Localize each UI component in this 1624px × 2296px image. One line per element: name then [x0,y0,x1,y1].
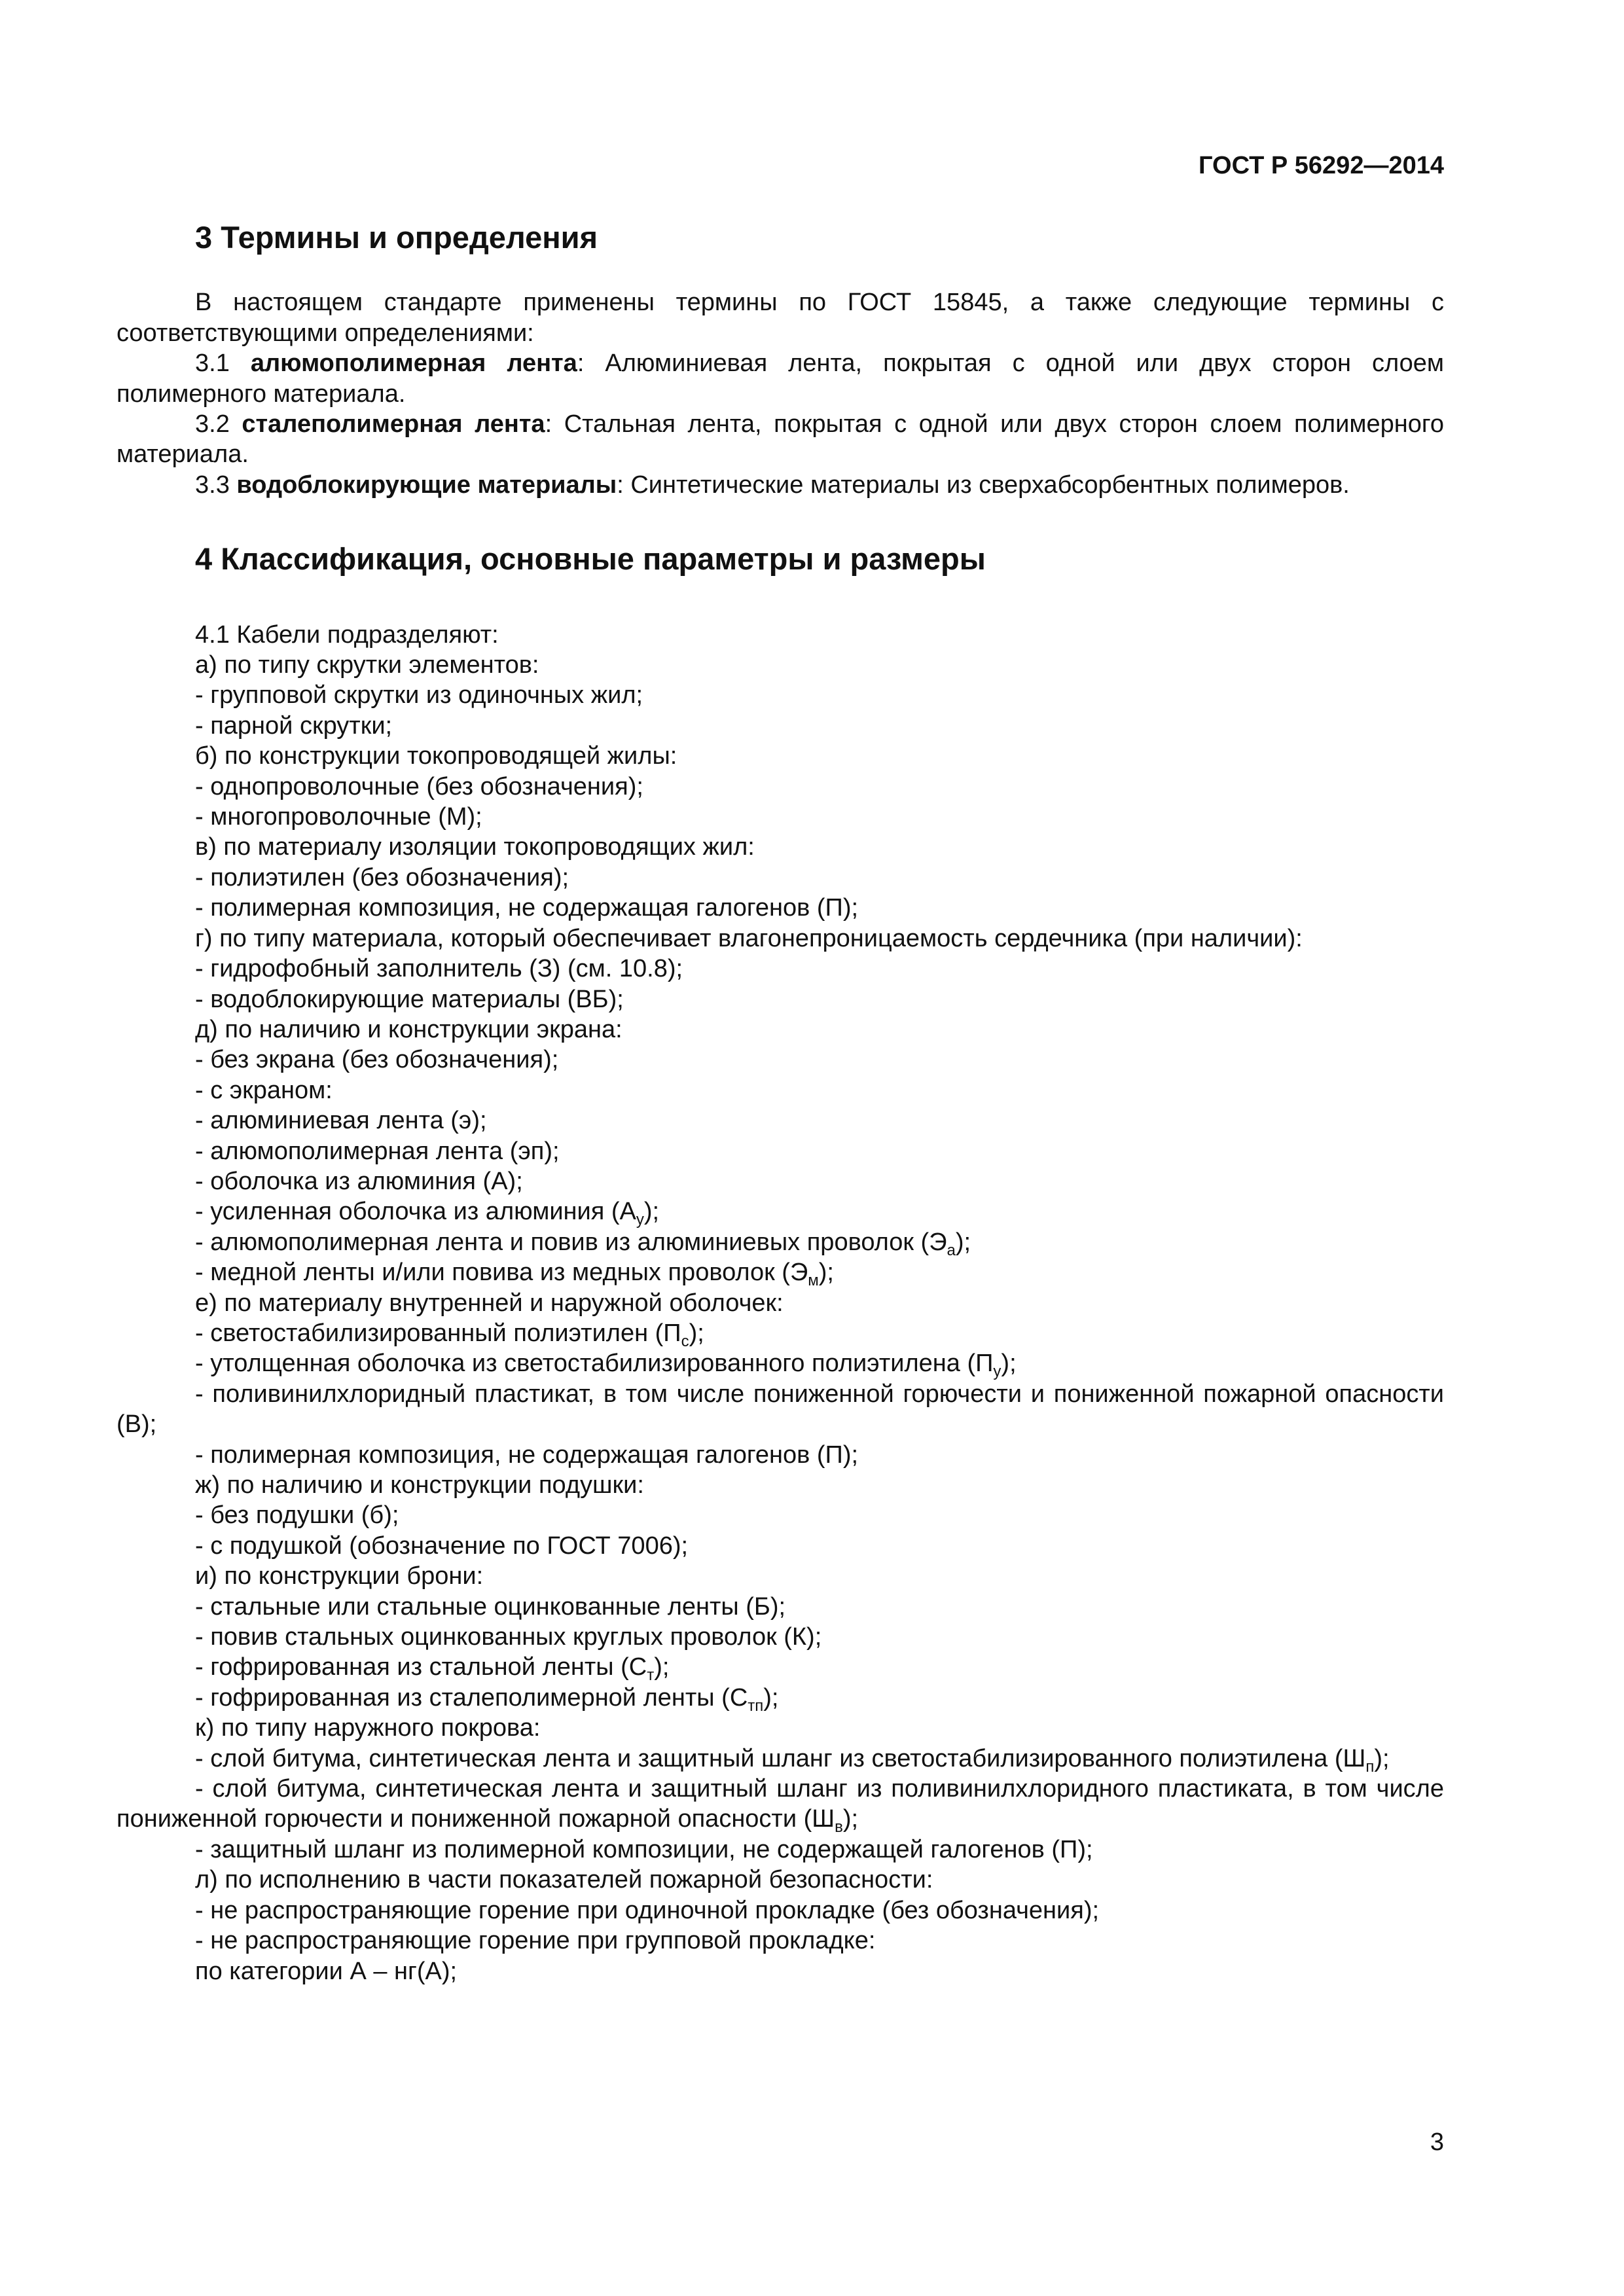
classification-item: - алюминиевая лента (э); [195,1107,487,1135]
classification-item [117,1652,1444,1685]
term-text: : Алюминиевая лента, покрытая с одной или двух сторон слоем полимерного материала. [117,350,1444,408]
classification-item: - без подушки (б); [195,1501,399,1530]
classification-item: - полимерная композиция, не содержащая галогенов (П); [195,894,859,922]
classification-item: е) по материалу внутренней и наружной оболочек: [195,1289,784,1317]
terms-list [117,348,1444,500]
classification-item: - полиэтилен (без обозначения); [195,863,569,891]
item-text: - медной ленты и/или повива из медных проволок (Э [195,1259,808,1287]
item-text-end: ); [763,1683,779,1712]
term-number: 3.3 [195,471,237,499]
item-text: - усиленная оболочка из алюминия (А [195,1198,636,1226]
item-text-end: ); [1374,1744,1390,1772]
item-text: - слой битума, синтетическая лента и защитный шланг из светостабилизированного полиэтилена (Ш [195,1744,1366,1772]
classification-item: а) по типу скрутки элементов: [195,651,539,679]
item-subscript: а [947,1241,956,1259]
item-text: - гофрированная из сталеполимерной ленты (С [195,1683,748,1712]
term-text: : Стальная лента, покрытая с одной или двух сторон слоем полимерного материала. [117,410,1445,469]
item-subscript: т [647,1666,655,1685]
classification-item: и) по конструкции брони: [195,1562,484,1590]
classification-item: - стальные или стальные оцинкованные ленты (Б); [195,1592,786,1621]
classification-item: - алюмополимерная лента (эп); [195,1137,560,1165]
term-name: сталеполимерная лента [242,410,545,439]
item-subscript: м [808,1272,819,1290]
section-4-title: 4 Классификация, основные параметры и размеры [195,541,986,577]
classification-item [117,1774,1444,1835]
classification-item [117,1257,1444,1290]
classification-item: по категории А – нг(А); [195,1957,458,1985]
item-text-end: ); [818,1259,834,1287]
document-code: ГОСТ Р 56292—2014 [1199,152,1444,179]
term-text: : Синтетические материалы из сверхабсорбентных полимеров. [617,471,1350,499]
classification-item: - защитный шланг из полимерной композиции, не содержащей галогенов (П); [195,1835,1093,1863]
classification-item: в) по материалу изоляции токопроводящих жил: [195,833,755,861]
term-name: алюмополимерная лента [250,350,577,378]
classification-item: г) по типу материала, который обеспечивает влагонепроницаемость сердечника (при наличии): [195,924,1303,952]
term-definition [117,470,1444,500]
classification-item: - полимерная композиция, не содержащая галогенов (П); [195,1441,859,1469]
classification-item: - оболочка из алюминия (А); [195,1167,523,1195]
classification-item [117,1744,1444,1774]
item-subscript: п [1365,1757,1375,1776]
item-subscript: с [681,1332,689,1350]
item-text: - светостабилизированный полиэтилен (П [195,1319,681,1347]
item-subscript: у [993,1363,1001,1381]
classification-item: - с подушкой (обозначение по ГОСТ 7006); [195,1532,689,1560]
item-text: - алюмополимерная лента и повив из алюминиевых проволок (Э [195,1228,947,1256]
classification-item: л) по исполнению в части показателей пожарной безопасности: [195,1866,933,1894]
item-text: - утолщенная оболочка из светостабилизированного полиэтилена (П [195,1350,994,1378]
classification-item: - водоблокирующие материалы (ВБ); [195,985,624,1013]
item-text-end: ); [643,1198,660,1226]
classification-item: 4.1 Кабели подразделяют: [195,620,499,649]
classification-item [117,1227,1444,1257]
item-text-end: ); [1001,1350,1017,1378]
item-subscript: у [636,1211,644,1229]
section-3-intro: В настоящем стандарте применены термины по ГОСТ 15845, а также следующие термины с соответствующими определениями: [117,289,1444,347]
classification-item: - гидрофобный заполнитель (З) (см. 10.8); [195,955,683,983]
classification-item: - с экраном: [195,1076,333,1104]
term-number: 3.2 [195,410,242,439]
item-text-end: ); [842,1805,859,1833]
classification-item: б) по конструкции токопроводящей жилы: [195,742,677,770]
item-text-end: ); [654,1653,670,1681]
item-subscript: тп [748,1696,764,1715]
classification-item: - поливинилхлоридный пластикат, в том числе пониженной горючести и пониженной пожарной опасности (В); [117,1380,1444,1439]
item-subscript: в [835,1818,843,1837]
classification-item: д) по наличию и конструкции экрана: [195,1015,623,1043]
term-number: 3.1 [195,350,251,378]
classification-item: - групповой скрутки из одиночных жил; [195,681,643,709]
term-definition [117,348,1444,409]
term-name: водоблокирующие материалы [236,471,617,499]
classification-item: - парной скрутки; [195,711,393,740]
item-text: - слой битума, синтетическая лента и защитный шланг из поливинилхлоридного пластиката, в том числе пониженной горючести и пониженной пожарной опасности (Ш [117,1775,1444,1833]
item-text-end: ); [689,1319,704,1347]
item-text: - гофрированная из стальной ленты (С [195,1653,647,1681]
page-number: 3 [1430,2128,1444,2156]
classification-item: - однопроволочные (без обозначения); [195,772,643,800]
classification-item: - повив стальных оцинкованных круглых проволок (К); [195,1623,822,1651]
classification-item [117,1318,1444,1348]
classification-item: - многопроволочные (М); [195,803,482,831]
classification-item: - не распространяющие горение при групповой прокладке: [195,1927,876,1955]
section-3-title: 3 Термины и определения [195,220,598,255]
classification-item: - без экрана (без обозначения); [195,1046,559,1074]
item-text-end: ); [955,1228,971,1256]
classification-item [117,1683,1444,1713]
term-definition [117,409,1444,470]
classification-item: к) по типу наружного покрова: [195,1714,541,1742]
page-content [117,219,1444,1986]
classification-item: ж) по наличию и конструкции подушки: [195,1471,644,1499]
classification-item [117,1196,1444,1227]
classification-item [117,1348,1444,1381]
classification-list [117,620,1444,1986]
classification-item: - не распространяющие горение при одиночной прокладке (без обозначения); [195,1896,1100,1924]
